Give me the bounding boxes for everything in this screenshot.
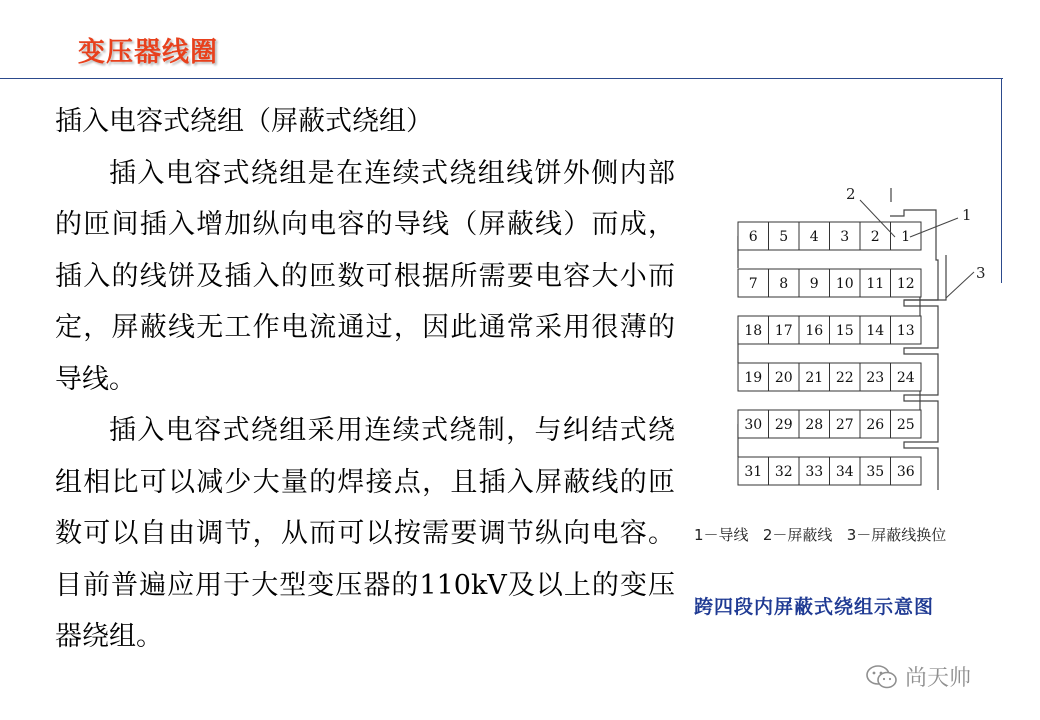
slide-title: 变压器线圈 [78,37,218,68]
turn-number: 36 [896,464,915,480]
turn-number: 24 [896,370,915,386]
turn-number: 6 [748,229,758,245]
watermark-text: 尚天帅 [905,666,972,691]
right-border-line [1001,78,1002,283]
paragraph-2: 插入电容式绕组采用连续式绕制，与纠结式绕组相比可以减少大量的焊接点，且插入屏蔽线的匝数可以自由调节，从而可以按需要调节纵向电容。目前普遍应用于大型变压器的110kV及以上的变压器绕组。 [55,415,675,652]
turn-number: 10 [835,276,854,292]
turn-number: 31 [744,464,763,480]
diagram-legend: 1－导线 2－屏蔽线 3－屏蔽线换位 [694,526,947,544]
turn-grid [738,222,921,485]
diagram-caption: 跨四段内屏蔽式绕组示意图 [694,596,935,618]
wechat-icon [865,664,899,690]
body-text [55,96,675,663]
turn-number: 11 [866,276,885,292]
turn-number: 14 [866,323,885,339]
turn-number: 28 [805,417,824,433]
callout-line-3 [946,272,974,298]
turn-number: 8 [779,276,789,292]
turn-number: 30 [744,417,763,433]
turn-number: 34 [835,464,854,480]
turn-number: 23 [866,370,885,386]
turn-number: 2 [870,229,880,245]
watermark [865,661,971,692]
turn-number: 7 [748,276,758,292]
title-divider [0,78,1003,79]
turn-number: 19 [744,370,763,386]
turn-number: 5 [779,229,789,245]
turn-number: 33 [805,464,824,480]
turn-number: 29 [774,417,793,433]
turn-number: 20 [774,370,793,386]
turn-number: 17 [774,323,793,339]
turn-number: 1 [901,229,911,245]
shield-wire [890,210,938,490]
turn-number: 3 [840,229,850,245]
turn-number: 9 [809,276,819,292]
section-heading: 插入电容式绕组（屏蔽式绕组） [55,106,433,137]
callout-label-3: 3 [976,264,986,282]
turn-number: 32 [774,464,793,480]
paragraph-1: 插入电容式绕组是在连续式绕组线饼外侧内部的匝间插入增加纵向电容的导线（屏蔽线）而成，插入的线饼及插入的匝数可根据所需要电容大小而定，屏蔽线无工作电流通过，因此通常采用很薄的导线。 [55,157,675,395]
turn-number: 4 [809,229,819,245]
turn-number: 26 [866,417,885,433]
callout-label-1: 1 [962,206,972,224]
turn-number: 21 [805,370,824,386]
turn-number: 25 [896,417,915,433]
winding-diagram [690,180,1000,520]
turn-number: 35 [866,464,885,480]
turn-number: 15 [835,323,854,339]
turn-number: 16 [805,323,824,339]
turn-number: 18 [744,323,763,339]
callout-label-2: 2 [846,185,856,203]
turn-number: 13 [896,323,915,339]
turn-number: 22 [835,370,854,386]
turn-number: 12 [896,276,915,292]
turn-number: 27 [835,417,854,433]
